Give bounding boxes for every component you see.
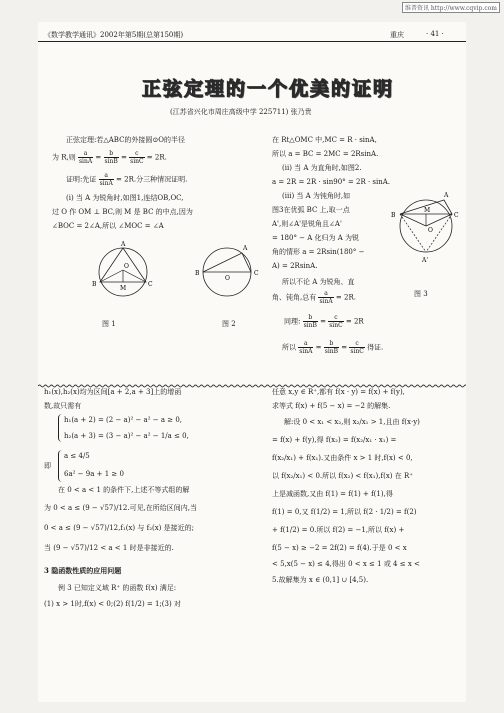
- formula-prefix: 为 R,则: [52, 153, 76, 162]
- fraction-b-sinB: $\frac{b}{\sin B}$: [104, 150, 118, 165]
- case-obtuse-line5: 角的情形 a = 2Rsin(180° −: [272, 248, 365, 256]
- proof-intro-rest: = 2R.分三种情况证明.: [116, 175, 188, 184]
- solution-line-1: 解:设 0 < x₁ < x₂,则 x₂/x₁ > 1,且由 f(x·y): [284, 418, 420, 426]
- system-eq-1: h₁(a + 2) = (2 − a)² − a² − a ≥ 0,: [64, 416, 183, 424]
- case-right: (ii) 当 A 为直角时,如图2.: [282, 164, 362, 172]
- case-obtuse-line2: 图3在优弧 BC 上,取一点: [272, 206, 350, 214]
- fraction-c-sinC-final: $\frac{c}{\sin C}$: [350, 340, 364, 355]
- fig1-label-M: M: [120, 285, 127, 292]
- section-separator: [38, 373, 466, 377]
- fig3-label-C: C: [454, 212, 459, 219]
- fraction-a-sinA: $\frac{a}{\sin A}$: [78, 150, 93, 165]
- final-prefix: 所以: [282, 343, 296, 352]
- journal-header: 《数学教学通讯》2002年第5期(总第150期): [44, 31, 184, 39]
- case-acute: (i) 当 A 为锐角时,如图1,连结OB,OC,: [66, 194, 184, 202]
- case-obtuse: (iii) 当 A 为钝角时,如: [282, 192, 351, 200]
- article-title: 正弦定理的一个优美的证明: [142, 78, 395, 100]
- fig3-label-B: B: [391, 212, 396, 219]
- case-obtuse-line3: A',则∠A'是锐角且∠A': [272, 220, 342, 228]
- solution-line-3: f(x₂/x₁) + f(x₁).又由条件 x > 1 时,f(x) < 0,: [272, 454, 413, 462]
- proof-intro: [66, 172, 187, 187]
- journal-page: [38, 22, 466, 702]
- system-intro: 即: [44, 462, 51, 470]
- fraction-a-sinA-final: $\frac{a}{\sin A}$: [299, 340, 313, 355]
- solution-line-8: f(5 − x) ≥ −2 = 2f(2) = f(4).于是 0 < x: [272, 544, 407, 552]
- theorem-formula: 为 R,则 $\frac{a}{\sin A}$ = $\frac{b}{\sin B}$ = $\frac{c}{\sin C}$ = 2R.: [52, 150, 167, 165]
- fig2-label-C: C: [254, 270, 259, 277]
- case-acute-line3: ∠BOC = 2∠A,所以 ∠MOC = ∠A: [52, 222, 164, 230]
- right-line-1: 在 Rt△OMC 中,MC = R · sinA,: [272, 136, 377, 144]
- solution-line-7: + f(1/2) = 0.所以 f(2) = −1,所以 f(x) +: [272, 526, 405, 534]
- fig1-label-A: A: [121, 241, 126, 248]
- fig1-label-C: C: [148, 281, 153, 288]
- figure-3-caption: 图 3: [414, 290, 428, 298]
- conclusion-prefix: 角、钝角,总有: [272, 293, 317, 302]
- similarly-suffix: = 2R: [345, 317, 364, 326]
- system-ineq-2: 6a² − 9a + 1 ≥ 0: [64, 470, 124, 478]
- bottom-left-1: h₁(x),h₂(x)均为区间[a + 2,a + 3]上的增函: [44, 388, 182, 396]
- bottom-left-7: 在 0 < a < 1 的条件下,上述不等式组的解: [58, 486, 190, 494]
- system-eq-2: h₂(a + 3) = (3 − a)² − a² − 1/a ≤ 0,: [64, 432, 189, 440]
- similarly-prefix: 同理:: [284, 317, 301, 326]
- author-affiliation: (江苏省兴化市周庄高级中学 225711) 张乃贵: [170, 108, 312, 116]
- header-region: 重庆: [390, 31, 404, 39]
- case-right-formula: a = 2R = 2R · sin90° = 2R · sinA.: [272, 178, 391, 186]
- example-3-conditions: (1) x > 1时,f(x) < 0;(2) f(1/2) = 1;(3) 对: [44, 600, 181, 608]
- solution-line-2: = f(x) + f(y),得 f(x₂) = f(x₂/x₁ · x₁) =: [272, 436, 397, 444]
- bottom-right-1: 任意 x,y ∈ R⁺,都有 f(x · y) = f(x) + f(y),: [272, 388, 405, 396]
- conclusion-suffix: = 2R.: [335, 293, 356, 302]
- page-number: · 41 ·: [426, 30, 444, 38]
- bottom-right-2: 求等式 f(x) + f(5 − x) = −2 的解集.: [272, 402, 391, 410]
- final-formula: 所以 $\frac{a}{\sin A}$ = $\frac{b}{\sin B}$ = $\frac{c}{\sin C}$ 得证.: [282, 340, 384, 355]
- theorem-statement: 正弦定理:若△ABC的外接圆⊙O的半径: [66, 136, 186, 144]
- fig2-label-O: O: [225, 275, 230, 282]
- solution-line-5: 上是减函数,又由 f(1) = f(1) + f(1),得: [272, 490, 393, 498]
- fraction-c-sinC: $\frac{c}{\sin C}$: [130, 150, 144, 165]
- system-ineq-1: a ≤ 4/5: [64, 452, 90, 460]
- section-heading: 3 隐函数性质的应用问题: [44, 566, 122, 575]
- case-obtuse-line6: A) = 2RsinA.: [272, 262, 318, 270]
- fig1-label-B: B: [92, 281, 97, 288]
- fig2-label-A: A: [243, 245, 248, 252]
- similarly-line: 同理: $\frac{b}{\sin B}$ = $\frac{c}{\sin C}$ = 2R: [284, 314, 364, 329]
- system-brace-1: [58, 414, 63, 442]
- fraction-b-sinB-similarly: $\frac{b}{\sin B}$: [303, 314, 317, 329]
- bottom-left-9: 0 < a ≤ (9 − √57)/12,f₁(x) 与 f₂(x) 是接近的;: [44, 524, 194, 532]
- figure-3: [388, 186, 464, 286]
- conclusion-line2: [272, 290, 356, 305]
- watermark: 维普资讯 http://www.cqvip.com: [402, 2, 500, 13]
- system-brace-2: [58, 450, 63, 482]
- bottom-left-8: 为 0 < a ≤ (9 − √57)/12.可见,在所给区间内,当: [44, 504, 198, 512]
- fraction-b-sinB-final: $\frac{b}{\sin B}$: [324, 340, 339, 355]
- case-obtuse-line4: = 180° − A 化归为 A 为锐: [272, 234, 360, 242]
- fraction-a-sinA-conclusion: $\frac{a}{\sin A}$: [319, 290, 333, 305]
- figure-2: [190, 236, 268, 302]
- header-rule: [38, 41, 466, 42]
- solution-line-9: < 5,x(5 − x) ≤ 4,得出 0 < x ≤ 1 或 4 ≤ x <: [272, 560, 420, 568]
- case-acute-line2: 过 O 作 OM ⊥ BC,则 M 是 BC 的中点,因为: [52, 208, 193, 216]
- solution-line-4: 以 f(x₂/x₁) < 0.所以 f(x₂) < f(x₁),f(x) 在 R⁺: [272, 472, 413, 480]
- fig2-label-B: B: [195, 270, 200, 277]
- figure-1-caption: 图 1: [102, 320, 116, 328]
- fraction-a-sinA-proof: $\frac{a}{\sin A}$: [99, 172, 113, 187]
- solution-line-10: 5.故解集为 x ∈ (0,1] ∪ [4,5).: [272, 576, 369, 584]
- formula-suffix: = 2R.: [146, 153, 167, 162]
- bottom-left-10: 当 (9 − √57)/12 < a < 1 时是非接近的.: [44, 544, 174, 552]
- bottom-left-2: 数,故只需有: [44, 402, 82, 410]
- fig3-label-O: O: [428, 227, 433, 234]
- fraction-c-sinC-similarly: $\frac{c}{\sin C}$: [329, 314, 343, 329]
- solution-line-6: f(1) = 0,又 f(1/2) = 1,所以 f(2 · 1/2) = f(2): [272, 508, 417, 516]
- figure-2-caption: 图 2: [222, 320, 236, 328]
- fig1-label-O: O: [124, 263, 129, 270]
- example-3: 例 3 已知定义域 R⁺ 的函数 f(x) 满足:: [58, 584, 177, 592]
- right-line-2: 所以 a = BC = 2MC = 2RsinA.: [272, 150, 379, 158]
- proof-intro-text: 证明:先证: [66, 175, 97, 184]
- final-suffix: 得证.: [367, 343, 384, 352]
- fig3-label-A: A: [444, 192, 449, 199]
- fig3-label-A-prime: A': [422, 257, 428, 264]
- conclusion-line1: 所以不论 A 为锐角、直: [282, 278, 355, 286]
- fig3-label-M: M: [424, 207, 431, 214]
- figure-1: [86, 236, 160, 302]
